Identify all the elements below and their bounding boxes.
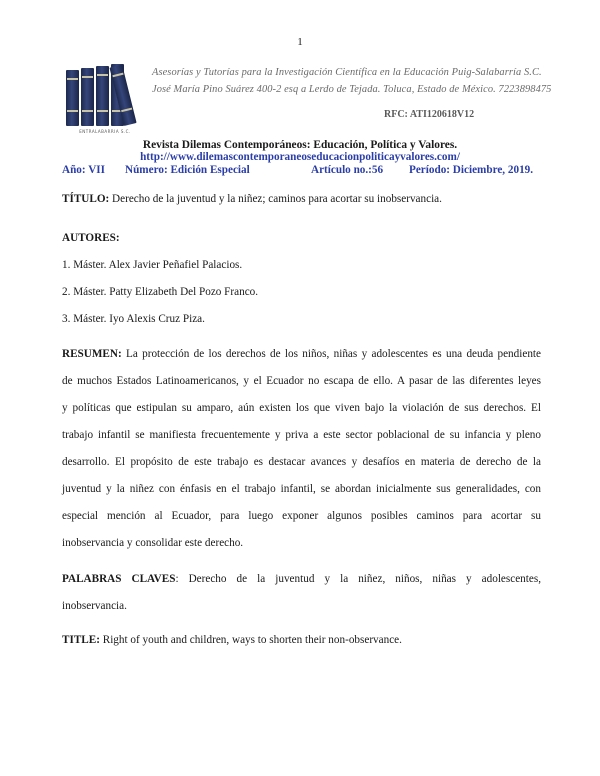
abstract-line: y políticas que estipulan su amparo, aún existen los que viven bajo la violación de sus derechos. El: [62, 402, 541, 414]
logo-caption: ENTRALABARRIA S.C.: [79, 129, 131, 134]
issue-meta: [62, 164, 542, 178]
issue-period: Período: Diciembre, 2019.: [409, 164, 534, 176]
institution-address: José María Pino Suárez 400-2 esq a Lerdo de Tejada. Toluca, Estado de México. 7223898475: [152, 84, 552, 95]
article-title-en: TITLE: Right of youth and children, ways to shorten their non-observance.: [62, 634, 402, 646]
journal-url-link[interactable]: http://www.dilemascontemporaneoseducacionpoliticayvalores.com/: [140, 151, 460, 163]
author-item: 2. Máster. Patty Elizabeth Del Pozo Franco.: [62, 286, 259, 298]
abstract-line: de muchos Estados Latinoamericanos, y el Ecuador no escapa de ello. A pasar de las diferentes leyes: [62, 375, 541, 387]
title-text: Derecho de la juventud y la niñez; caminos para acortar su inobservancia.: [109, 193, 442, 205]
article-title: [62, 193, 541, 205]
keywords: PALABRAS CLAVES: Derecho de la juventud y la niñez, niños, niñas y adolescentes,: [62, 573, 541, 585]
authors-heading: AUTORES:: [62, 232, 120, 244]
author-item: 3. Máster. Iyo Alexis Cruz Piza.: [62, 313, 205, 325]
abstract-line: desarrollo. El propósito de este trabajo es destacar avances y desafíos en materia de derecho de la: [62, 456, 541, 468]
issue-year: Año: VII: [62, 164, 106, 176]
abstract-line: RESUMEN: La protección de los derechos de los niños, niñas y adolescentes es una deuda pendiente: [62, 348, 541, 360]
title-en-label: TITLE:: [62, 634, 100, 646]
books-logo-icon: [62, 60, 146, 134]
institution-name: Asesorías y Tutorías para la Investigación Científica en la Educación Puig-Salabarría S.C.: [152, 67, 542, 78]
title-label: TÍTULO:: [62, 193, 110, 205]
keywords-continued: inobservancia.: [62, 600, 127, 612]
article-number: Artículo no.:56: [311, 164, 384, 176]
issue-number: Número: Edición Especial: [125, 164, 250, 176]
journal-title: Revista Dilemas Contemporáneos: Educación, Política y Valores.: [142, 139, 458, 151]
abstract-line: trabajo infantil se manifiesta frecuentemente y priva a este sector poblacional de su infancia y pleno: [62, 429, 541, 441]
page-number: 1: [297, 36, 303, 48]
author-item: 1. Máster. Alex Javier Peñafiel Palacios.: [62, 259, 243, 271]
journal-header: [62, 60, 552, 135]
abstract-label: RESUMEN:: [62, 348, 122, 360]
rfc-code: RFC: ATI120618V12: [384, 109, 475, 120]
keywords-label: PALABRAS CLAVES: [62, 573, 176, 585]
abstract-line: especial mención al Ecuador, para luego exponer algunos posibles caminos para acortar su: [62, 510, 541, 522]
abstract-line: inobservancia y consolidar este derecho.: [62, 537, 244, 549]
abstract-line: juventud y la niñez con énfasis en el trabajo infantil, se abordan inicialmente sus generalidades, con: [62, 483, 541, 495]
